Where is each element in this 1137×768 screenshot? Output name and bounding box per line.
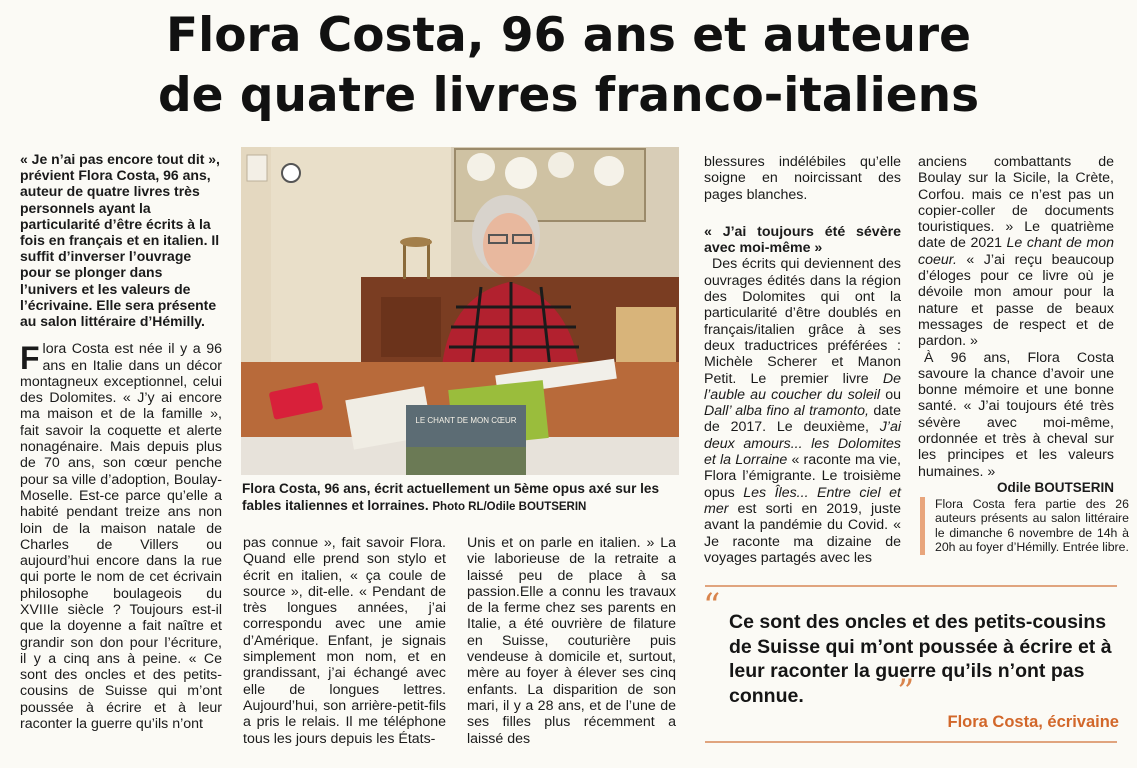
headline	[0, 6, 1137, 126]
caption-credit: Photo RL/Odile BOUTSERIN	[432, 501, 587, 513]
photo-caption	[242, 480, 682, 516]
author-signature: Odile BOUTSERIN	[996, 479, 1114, 495]
text-run: ou	[880, 386, 901, 403]
divider-bottom	[705, 741, 1117, 743]
column-4	[704, 154, 901, 566]
book-title-1: De l’auble au coucher du soleil	[704, 370, 901, 403]
body-paragraph-1	[20, 341, 222, 732]
pull-quote-text: Ce sont des oncles et des petits-cousins de Suisse qui m’ont poussée à écrire et à leur raconter la guerre qu’ils n’ont pas connue.	[729, 611, 1112, 707]
drop-cap: F	[20, 340, 40, 377]
article-photo	[241, 147, 679, 475]
body-text-col5	[918, 154, 1114, 350]
headline-line-2: de quatre livres franco-italiens	[157, 68, 980, 123]
column-3	[467, 535, 676, 747]
open-quote-mark: “	[703, 586, 721, 626]
book-title-2: J’ai deux amours... les Dolomites et la Lorraine	[704, 419, 901, 469]
subhead: « J’ai toujours été sévère avec moi-même »	[704, 223, 901, 257]
text-run: « raconte ma vie, Flora l’émigrante. Le troisième opus	[704, 452, 901, 501]
text-run: date de 2017. Le deuxième,	[704, 403, 901, 436]
column-5	[918, 154, 1114, 496]
photo-illustration	[241, 147, 679, 475]
text-run: Des écrits qui deviennent des ouvrages édités dans la région des Dolomites qui ont la particularité d’être doublés en français/italien grâce à ses deux traductrices préférées : Michèle Scherer et Manon Petit. Le premier livre	[704, 256, 901, 387]
body-text-col2: pas connue », fait savoir Flora. Quand elle prend son stylo et écrit en italien, « ça coule de source », dit-elle. « Pendant de très longues années, j’ai correspondu avec une amie d’Amérique. Enfant, je signais simplement mon nom, et en grandissant, j’ai échangé avec elle de longues lettres. Aujourd’hui, son arrière-petit-fils a pris le relais. Il me téléphone tous les jours depuis les États-	[243, 535, 446, 747]
body-text-col3: Unis et on parle en italien. » La vie laborieuse de la retraite a laissé peu de place à sa passion.Elle a connu les travaux de la ferme chez ses parents en Italie, a été ouvrière de filature en Suisse, couturière puis vendeuse à domicile et, surtout, mère au foyer à élever ses cinq enfants. La disparition de son mari, il y a 28 ans, et de l’une de ses filles plus récemment a laissé des	[467, 535, 676, 747]
event-info-text: Flora Costa fera partie des 26 auteurs présents au salon littéraire le dimanche 6 novembre de 14h à 20h au foyer d’Hémilly. Entrée libre.	[935, 497, 1129, 555]
column-1	[20, 151, 222, 732]
book-cover-title: LE CHANT DE MON CŒUR	[415, 416, 517, 425]
lead-paragraph: « Je n’ai pas encore tout dit », prévient Flora Costa, 96 ans, auteur de quatre livres très personnels ayant la particularité d’être écrits à la fois en français et en italien. Il suffit d’inverser l’ouvrage pour se plonger dans l’univers et les valeurs de l’écrivaine. Elle sera présente au salon littéraire d’Hémilly.	[20, 151, 220, 330]
divider-top	[705, 585, 1117, 587]
pull-quote-author: Flora Costa, écrivaine	[947, 713, 1119, 731]
body-text-col4a: blessures indélébiles qu’elle soigne en noircissant des pages blanches.	[704, 154, 901, 203]
text-run: anciens combattants de Boulay sur la Sicile, la Crète, Corfou. mais ce n’est pas un copier-coller de documents touristiques. » Le quatrième date de 2021	[918, 154, 1114, 252]
book-title-3: Les Îles... Entre ciel et mer	[704, 484, 901, 517]
text-run: « J’ai reçu beaucoup d’éloges pour ce livre où je dévoile mon amour pour la nature et passe de beaux messages de respect et de pardon. »	[918, 251, 1114, 350]
close-quote-mark: ”	[897, 672, 915, 712]
book-title-4: Le chant de mon coeur.	[918, 235, 1114, 268]
body-text-col1: lora Costa est née il y a 96 ans en Italie dans un décor montagneux exceptionnel, celui des Dolomites. « J’y ai encore ma maison et de la famille », fait savoir la coquette et alerte nonagénaire. Mais depuis plus de 70 ans, son cœur penche pour sa ville d’adoption, Boulay-Moselle. Est-ce parce qu’elle a habité pendant treize ans non loin de la maison natale de Charles de Villers ou aujourd’hui encore dans la rue qui porte le nom de cet écrivain philosophe boulageois du XVIIIe siècle ? Toujours est-il que la doyenne a fait naître et grandir son don pour l’écriture, il y a cinq ans à peine. « Ce sont des oncles et des petits-cousins de Suisse qui m’ont poussée à écrire et à leur raconter la guerre qu’ils n’ont	[20, 341, 222, 733]
headline-line-1: Flora Costa, 96 ans et auteure	[166, 8, 971, 63]
body-text-col4b	[704, 256, 901, 566]
book-title-1-it: Dall’ alba fino al tramonto,	[704, 403, 869, 420]
event-info-box	[920, 497, 1129, 555]
body-text-col5-p2: À 96 ans, Flora Costa savoure la chance d’avoir une bonne mémoire et une bonne santé. « J’ai toujours été très sévère avec moi-même, ordonnée et très à cheval sur les principes et les valeurs humaines. »	[918, 349, 1114, 480]
column-2	[243, 535, 446, 747]
caption-text: Flora Costa, 96 ans, écrit actuellement un 5ème opus axé sur les fables italiennes et lorraines.	[242, 481, 660, 513]
text-run: est sorti en 2019, juste avant la pandémie du Covid. « Je raconte ma dizaine de voyages partagés avec les	[704, 500, 901, 566]
